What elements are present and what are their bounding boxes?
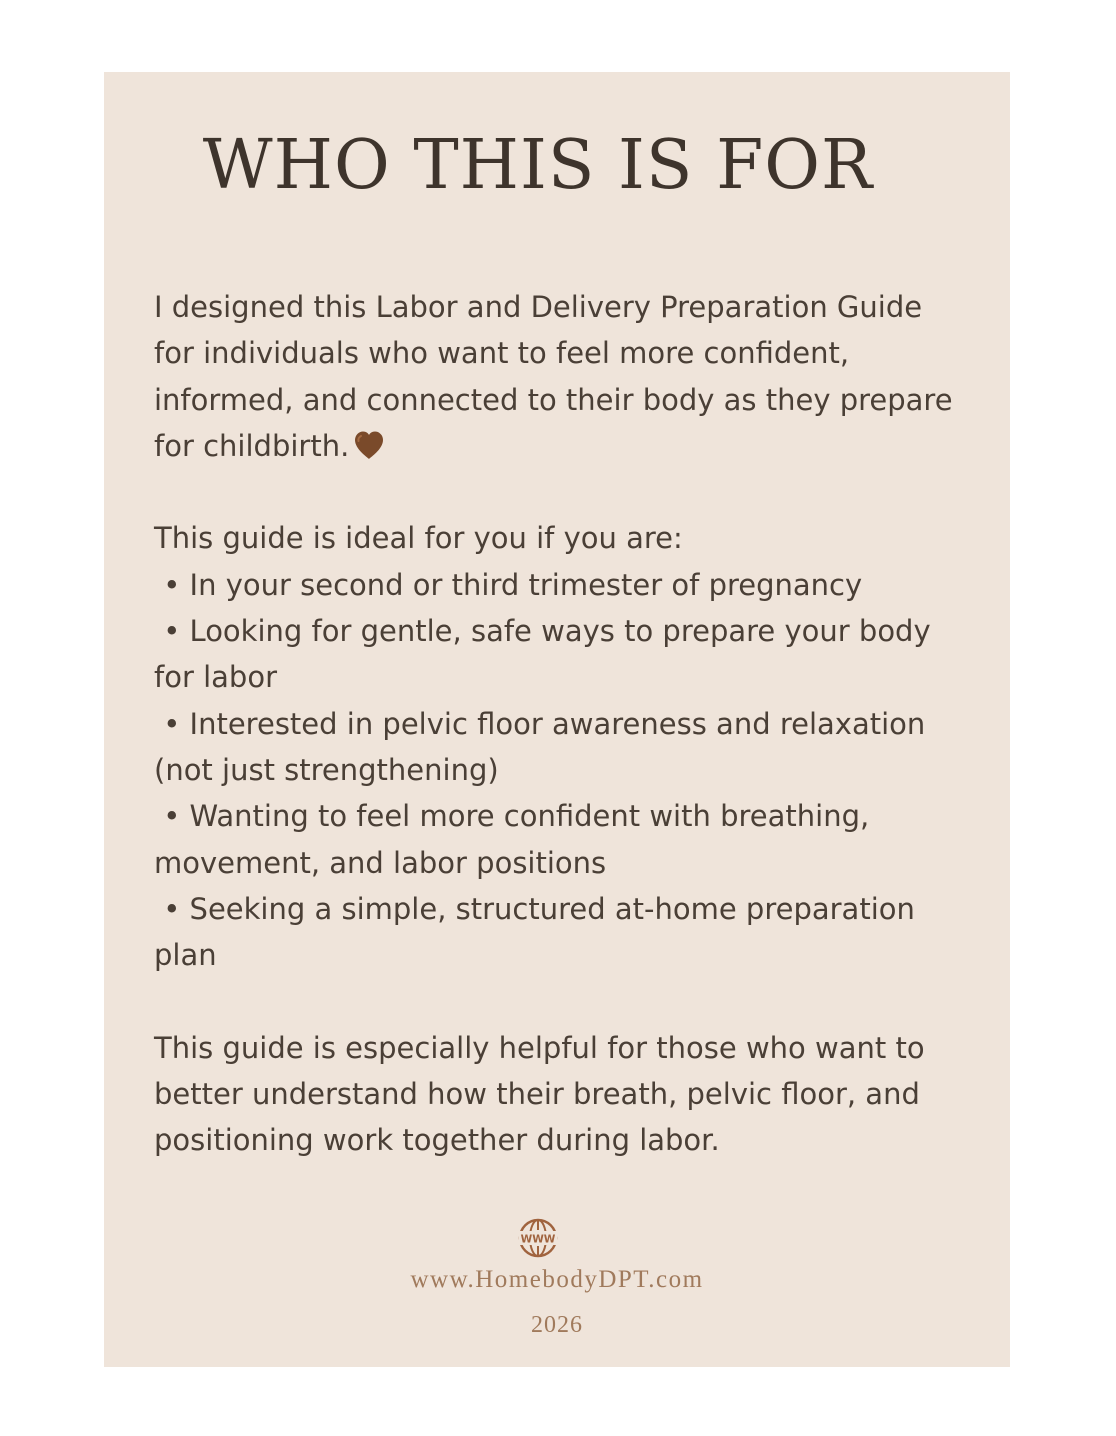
intro-line: for individuals who want to feel more confident, <box>154 336 850 371</box>
ideal-lead: This guide is ideal for you if you are: <box>154 521 683 556</box>
closing-line: positioning work together during labor. <box>154 1123 720 1158</box>
spacer <box>154 469 954 515</box>
closing-line: better understand how their breath, pelvic floor, and <box>154 1077 920 1112</box>
year: 2026 <box>531 1312 583 1338</box>
body-text <box>154 284 954 1164</box>
intro-line-last <box>154 423 954 469</box>
svg-text:WWW: WWW <box>520 1233 556 1246</box>
intro-line: I designed this Labor and Delivery Preparation Guide <box>154 290 923 324</box>
list-line: • Interested in pelvic floor awareness and relaxation <box>154 706 926 741</box>
list-line: movement, and labor positions <box>154 845 607 880</box>
list-line: • Wanting to feel more confident with breathing, <box>154 799 870 834</box>
list-line: • Looking for gentle, safe ways to prepare your body <box>154 614 931 649</box>
closing-line: This guide is especially helpful for those who want to <box>154 1030 925 1065</box>
list-line: • In your second or third trimester of pregnancy <box>154 567 863 602</box>
spacer <box>154 978 954 1024</box>
list-line: for labor <box>154 660 277 695</box>
website-url: www.HomebodyDPT.com <box>410 1266 704 1293</box>
intro-line: informed, and connected to their body as they prepare <box>154 382 953 417</box>
list-line: (not just strengthening) <box>154 752 499 787</box>
brown-heart-icon <box>353 430 385 460</box>
intro-line-text: for childbirth. <box>154 428 350 463</box>
list-line: • Seeking a simple, structured at-home preparation <box>154 891 915 926</box>
list-line: plan <box>154 938 217 973</box>
page-title: WHO THIS IS FOR <box>202 126 874 205</box>
www-globe-icon <box>518 1218 558 1258</box>
